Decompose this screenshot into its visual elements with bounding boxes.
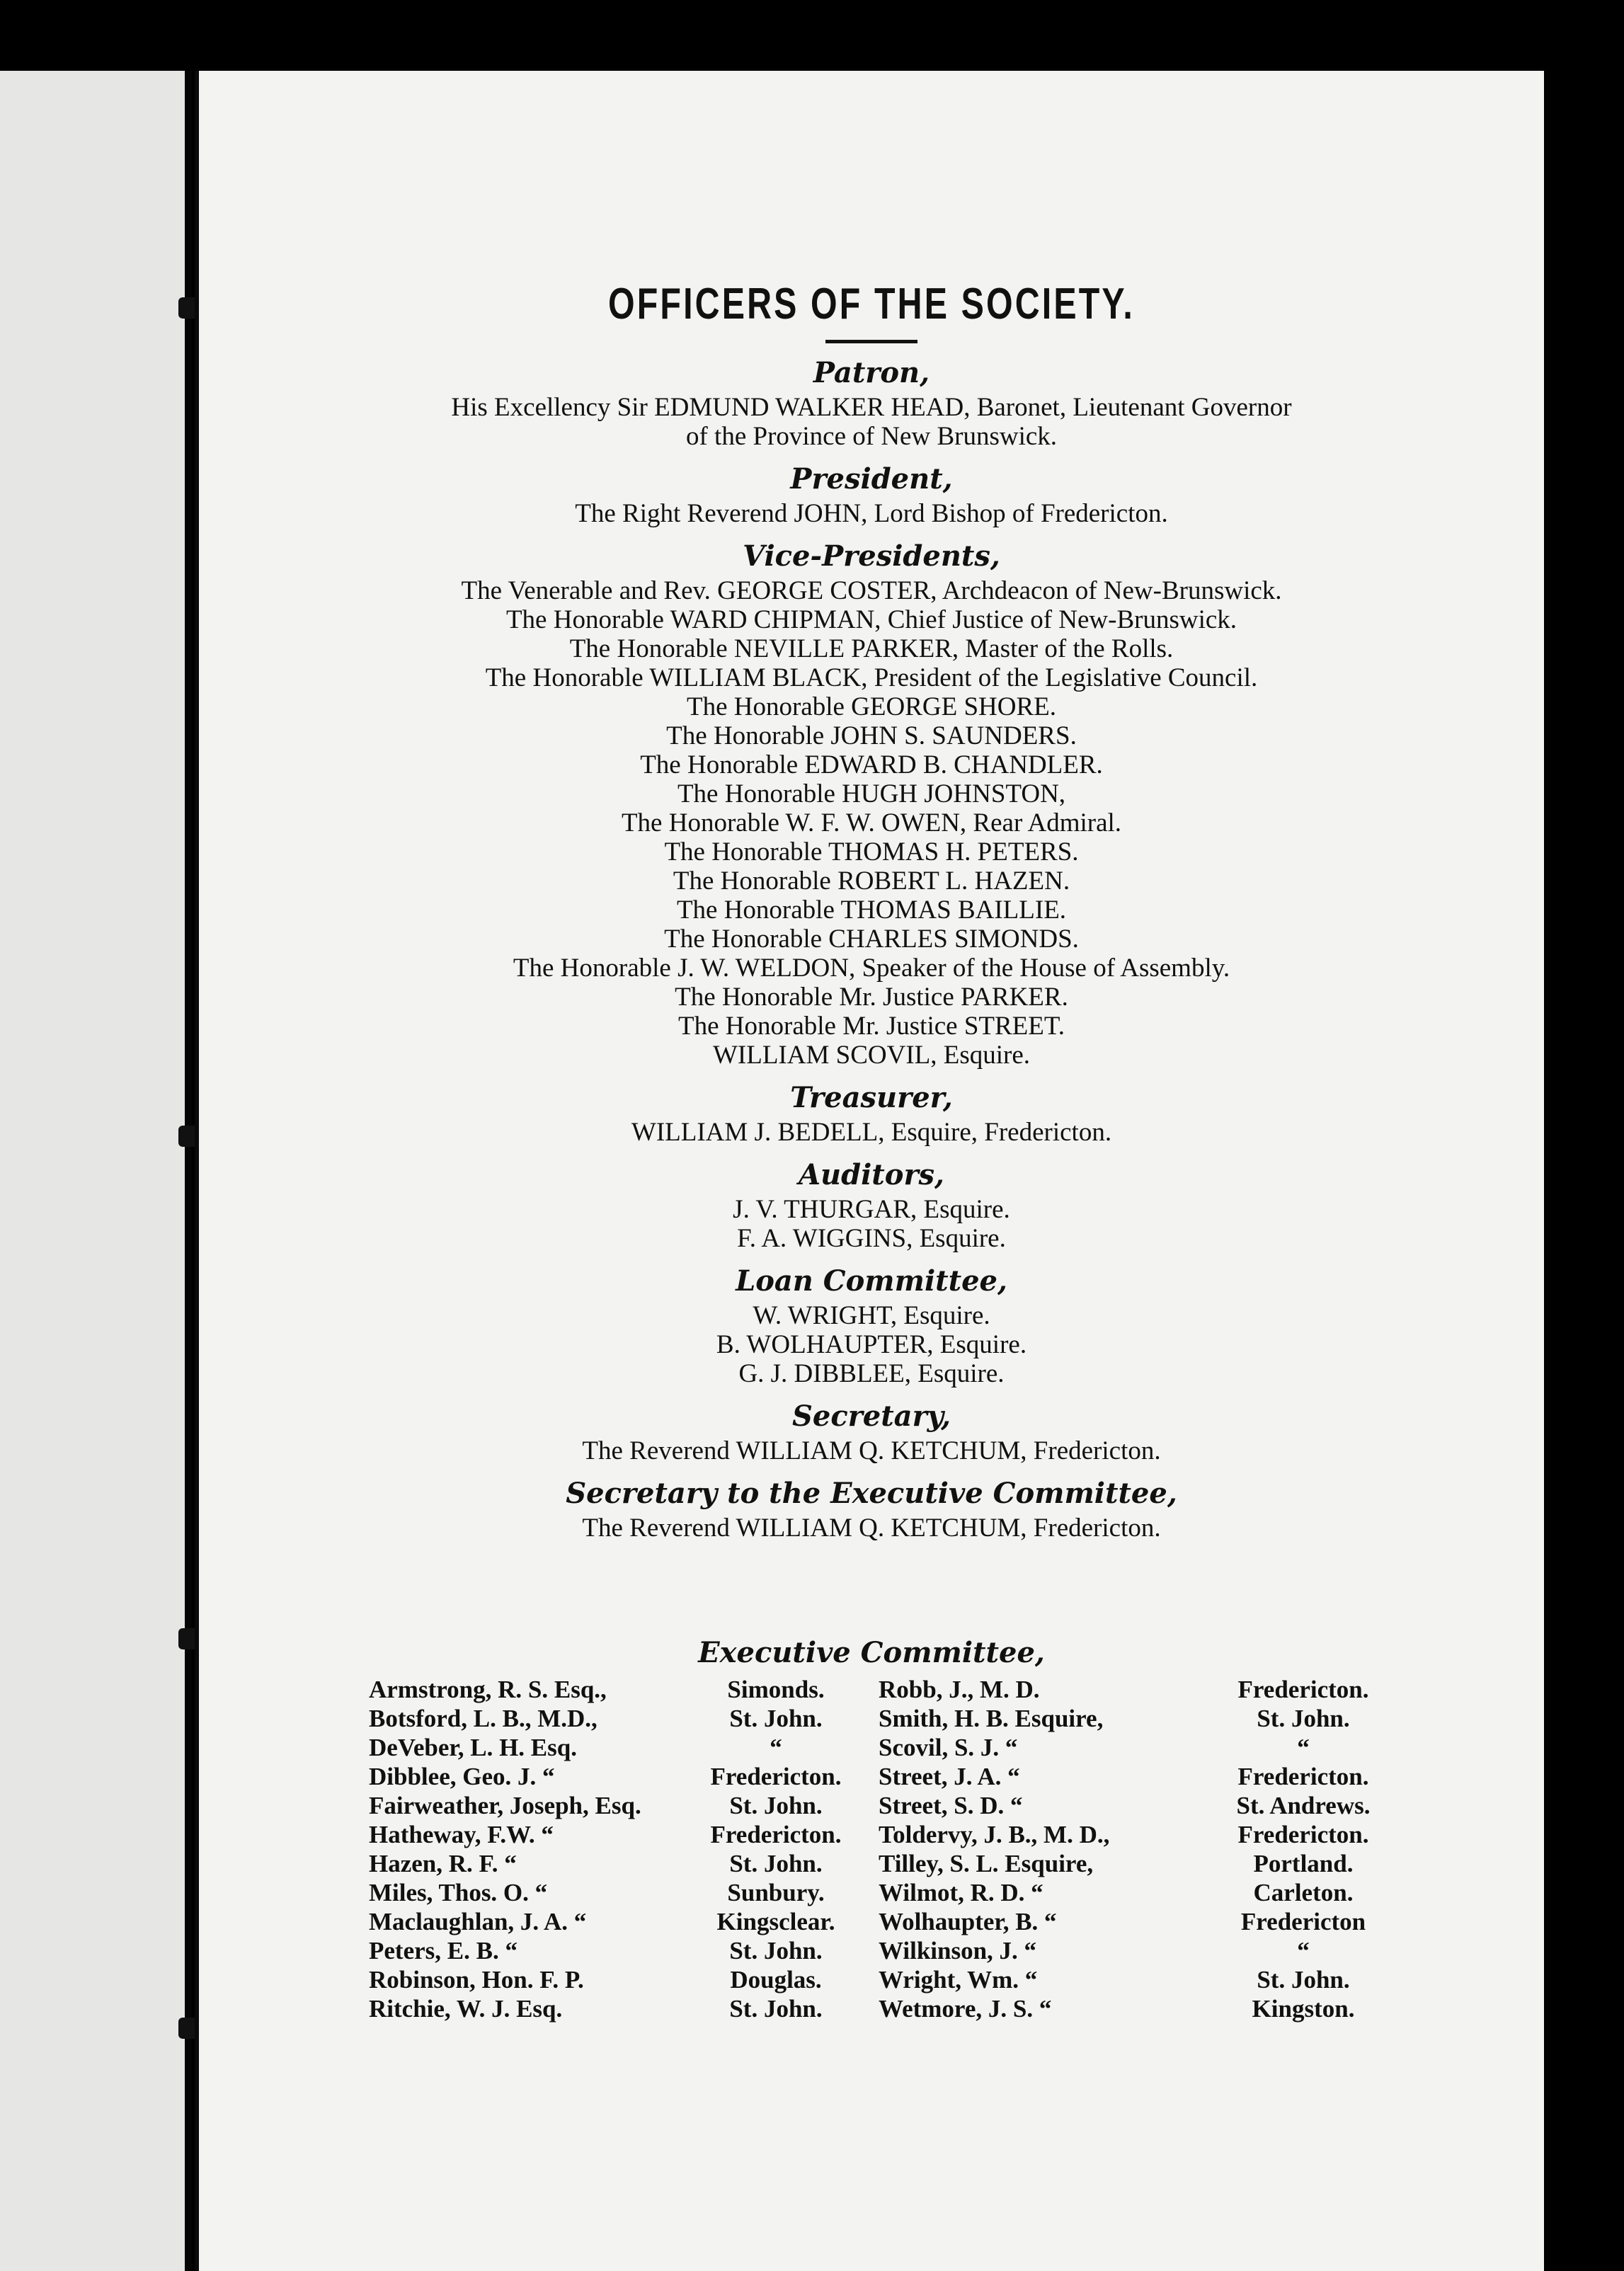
executive-committee — [199, 1625, 1544, 2044]
section-heading-secretary-exec: Secretary to the Executive Committee, — [566, 1477, 1177, 1510]
auditor-line: J. V. THURGAR, Esquire. — [733, 1195, 1010, 1224]
section-heading-treasurer: Treasurer, — [790, 1081, 953, 1114]
member-name: Smith, H. B. Esquire, — [879, 1705, 1104, 1732]
loan-committee-line: B. WOLHAUPTER, Esquire. — [716, 1330, 1027, 1359]
member-name: Robinson, Hon. F. P. — [369, 1966, 584, 1993]
member-place: “ — [1297, 1937, 1310, 1964]
vice-president-line: The Honorable Mr. Justice PARKER. — [675, 983, 1068, 1012]
vice-president-line: The Honorable GEORGE SHORE. — [686, 692, 1057, 721]
table-row — [199, 1676, 1544, 1705]
section-heading-vice-presidents: Vice-Presidents, — [743, 539, 1000, 573]
member-name: Scovil, S. J. “ — [879, 1734, 1018, 1761]
table-row — [199, 1995, 1544, 2024]
vice-president-line: The Honorable NEVILLE PARKER, Master of the Rolls. — [569, 634, 1174, 663]
member-place: Fredericton. — [1237, 1676, 1369, 1703]
member-name: Wright, Wm. “ — [879, 1966, 1038, 1993]
member-place: Fredericton — [1240, 1908, 1366, 1935]
section-heading-auditors: Auditors, — [799, 1158, 944, 1191]
member-place: Kingston. — [1252, 1995, 1355, 2023]
member-place: Carleton. — [1253, 1879, 1354, 1906]
vice-president-line: WILLIAM SCOVIL, Esquire. — [712, 1041, 1031, 1070]
member-place: Sunbury. — [727, 1879, 825, 1906]
binding-spine — [185, 71, 192, 2271]
member-name: Robb, J., M. D. — [879, 1676, 1040, 1703]
vice-president-line: The Honorable JOHN S. SAUNDERS. — [666, 721, 1077, 750]
member-name: Hazen, R. F. “ — [369, 1850, 517, 1877]
vice-president-line: The Honorable Mr. Justice STREET. — [678, 1012, 1065, 1041]
member-place: Fredericton. — [710, 1821, 842, 1848]
member-name: Street, S. D. “ — [879, 1792, 1023, 1819]
officers-list — [199, 205, 1544, 1543]
member-place: “ — [770, 1734, 782, 1761]
member-place: St. John. — [729, 1850, 823, 1877]
member-name: Wilmot, R. D. “ — [879, 1879, 1043, 1906]
vice-president-line: The Honorable J. W. WELDON, Speaker of the House of Assembly. — [513, 954, 1230, 983]
patron-line: of the Province of New Brunswick. — [685, 422, 1058, 451]
vice-president-line: The Honorable THOMAS BAILLIE. — [676, 896, 1067, 925]
section-heading-loan-committee: Loan Committee, — [736, 1264, 1007, 1298]
vice-president-line: The Honorable WARD CHIPMAN, Chief Justice of New-Brunswick. — [505, 605, 1237, 634]
member-place: St. John. — [729, 1792, 823, 1819]
facing-page-margin — [0, 71, 190, 2271]
member-name: Fairweather, Joseph, Esq. — [369, 1792, 641, 1819]
member-name: Armstrong, R. S. Esq., — [369, 1676, 607, 1703]
member-name: Peters, E. B. “ — [369, 1937, 517, 1964]
vice-president-line: The Honorable HUGH JOHNSTON, — [677, 779, 1066, 808]
section-heading-president: President, — [790, 462, 953, 496]
table-row — [199, 1850, 1544, 1879]
member-place: Kingsclear. — [716, 1908, 835, 1935]
member-place: Douglas. — [730, 1966, 822, 1993]
table-row — [199, 1879, 1544, 1908]
member-place: St. Andrews. — [1236, 1792, 1371, 1819]
table-row — [199, 1734, 1544, 1763]
vice-president-line: The Honorable CHARLES SIMONDS. — [664, 925, 1079, 954]
member-name: Wetmore, J. S. “ — [879, 1995, 1052, 2023]
table-row — [199, 1763, 1544, 1792]
loan-committee-line: G. J. DIBBLEE, Esquire. — [738, 1359, 1005, 1388]
secretary-exec-line: The Reverend WILLIAM Q. KETCHUM, Fredericton. — [582, 1514, 1161, 1543]
member-name: Street, J. A. “ — [879, 1763, 1020, 1790]
member-name: Hatheway, F.W. “ — [369, 1821, 554, 1848]
member-name: Maclaughlan, J. A. “ — [369, 1908, 587, 1935]
member-place: Fredericton. — [1237, 1763, 1369, 1790]
table-row — [199, 1908, 1544, 1937]
member-name: Miles, Thos. O. “ — [369, 1879, 548, 1906]
member-place: St. John. — [729, 1937, 823, 1964]
section-heading-patron: Patron, — [813, 356, 930, 389]
member-name: Botsford, L. B., M.D., — [369, 1705, 597, 1732]
member-place: St. John. — [1257, 1705, 1350, 1732]
patron-line: His Excellency Sir EDMUND WALKER HEAD, Baronet, Lieutenant Governor — [451, 393, 1292, 422]
member-name: Wolhaupter, B. “ — [879, 1908, 1057, 1935]
document-page — [195, 71, 1544, 2271]
member-place: Simonds. — [727, 1676, 825, 1703]
loan-committee-line: W. WRIGHT, Esquire. — [753, 1301, 990, 1330]
vice-president-line: The Honorable ROBERT L. HAZEN. — [673, 866, 1070, 896]
member-name: DeVeber, L. H. Esq. — [369, 1734, 577, 1761]
table-row — [199, 1705, 1544, 1734]
executive-committee-table — [199, 1676, 1544, 2044]
vice-president-line: The Honorable W. F. W. OWEN, Rear Admiral. — [621, 808, 1122, 837]
member-place: “ — [1297, 1734, 1310, 1761]
member-place: St. John. — [729, 1995, 823, 2023]
section-heading-secretary: Secretary, — [791, 1400, 951, 1433]
vice-president-line: The Honorable THOMAS H. PETERS. — [664, 837, 1079, 866]
title-rule — [825, 340, 917, 343]
member-name: Toldervy, J. B., M. D., — [879, 1821, 1110, 1848]
secretary-line: The Reverend WILLIAM Q. KETCHUM, Fredericton. — [582, 1436, 1161, 1465]
table-row — [199, 1821, 1544, 1850]
table-row — [199, 1966, 1544, 1995]
section-heading-executive-committee: Executive Committee, — [698, 1636, 1045, 1669]
president-line: The Right Reverend JOHN, Lord Bishop of Fredericton. — [575, 499, 1168, 528]
member-place: Fredericton. — [710, 1763, 842, 1790]
member-place: Fredericton. — [1237, 1821, 1369, 1848]
vice-president-line: The Venerable and Rev. GEORGE COSTER, Archdeacon of New-Brunswick. — [461, 576, 1282, 605]
member-place: Portland. — [1253, 1850, 1354, 1877]
member-place: St. John. — [1257, 1966, 1350, 1993]
treasurer-line: WILLIAM J. BEDELL, Esquire, Fredericton. — [631, 1118, 1112, 1147]
table-row — [199, 1792, 1544, 1821]
member-name: Ritchie, W. J. Esq. — [369, 1995, 563, 2023]
page-title: OFFICERS OF THE SOCIETY. — [608, 280, 1135, 328]
vice-president-line: The Honorable WILLIAM BLACK, President of the Legislative Council. — [485, 663, 1258, 692]
auditor-line: F. A. WIGGINS, Esquire. — [737, 1224, 1006, 1253]
member-name: Wilkinson, J. “ — [879, 1937, 1037, 1964]
table-row — [199, 1937, 1544, 1966]
member-place: St. John. — [729, 1705, 823, 1732]
member-name: Tilley, S. L. Esquire, — [879, 1850, 1094, 1877]
vice-president-line: The Honorable EDWARD B. CHANDLER. — [640, 750, 1103, 779]
member-name: Dibblee, Geo. J. “ — [369, 1763, 555, 1790]
